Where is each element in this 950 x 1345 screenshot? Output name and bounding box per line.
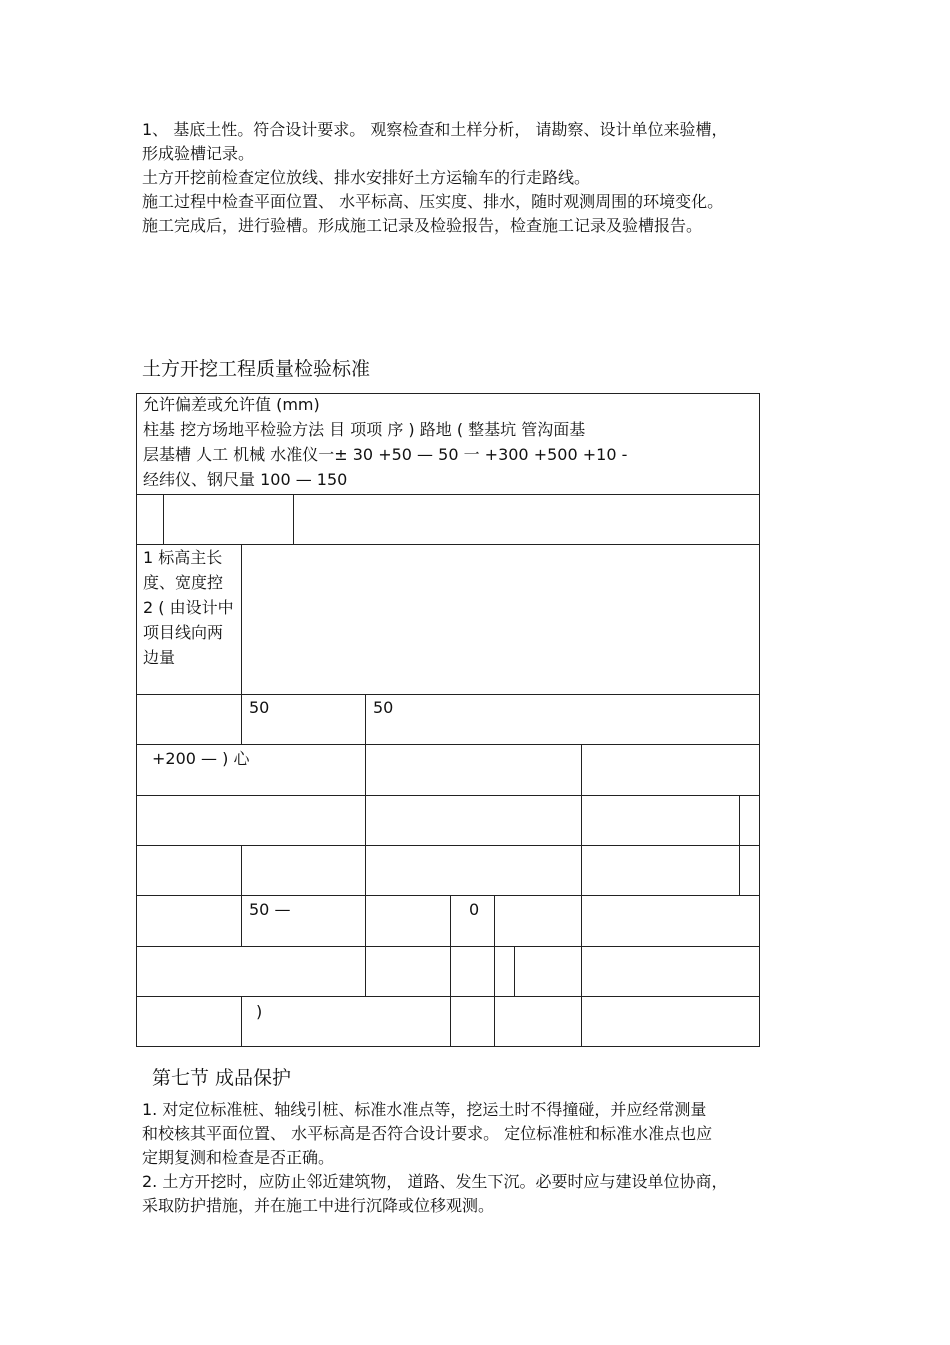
row-line [136,744,760,745]
col-line [581,946,582,996]
col-line [581,845,582,895]
col-line [739,845,740,895]
col-line [365,946,366,996]
col-line [365,795,366,845]
col-line [494,946,495,996]
col-line [241,845,242,895]
table-cell-item-label: 1 标高主长度、宽度控 2 ( 由设计中项目线向两边量 [143,548,234,667]
table-cell: +200 — ) 心 [152,749,250,768]
protection-line: 1. 对定位标准桩、轴线引桩、标准水准点等，挖运土时不得撞碰，并应经常测量 [142,1100,707,1119]
table-cell: ) [256,1002,263,1021]
protection-line: 定期复测和检查是否正确。 [142,1148,335,1167]
col-line [494,996,495,1046]
col-line [739,795,740,845]
table-cell: 50 [249,698,270,717]
table-header-line: 柱基 挖方场地平检验方法 目 项项 序 ) 路地 ( 整基坑 管沟面基 [143,420,586,439]
intro-paragraph [142,118,802,238]
table-header-line: 经纬仪、钢尺量 100 — 150 [143,470,348,489]
intro-line: 形成验槽记录。 [142,144,255,163]
intro-line: 1、 基底土性。符合设计要求。 观察检查和土样分析， 请勘察、设计单位来验槽， [142,120,728,139]
row-line [136,895,760,896]
quality-standard-table [136,393,760,1047]
row-line [136,845,760,846]
col-line [581,795,582,845]
col-line [241,996,242,1046]
col-line [494,895,495,946]
intro-line: 施工过程中检查平面位置、 水平标高、压实度、排水，随时观测周围的环境变化。 [142,192,724,211]
table-cell: 50 — [249,900,291,919]
row-line [136,494,760,495]
table-border-left [136,393,137,1047]
col-line [450,946,451,996]
col-line [241,544,242,694]
row-line [136,694,760,695]
col-line [365,744,366,795]
col-line [241,895,242,946]
col-line [365,895,366,946]
col-line [581,744,582,795]
col-line [450,895,451,946]
table-header-line: 层基槽 人工 机械 水准仪一± 30 +50 — 50 一 +300 +500 +10 - [143,445,628,464]
section-title: 第七节 成品保护 [152,1067,292,1089]
protection-line: 和校核其平面位置、 水平标高是否符合设计要求。 定位标准桩和标准水准点也应 [142,1124,713,1143]
col-line [581,895,582,946]
col-line [581,996,582,1046]
intro-line: 施工完成后，进行验槽。形成施工记录及检验报告，检查施工记录及验槽报告。 [142,216,703,235]
col-line [365,694,366,744]
col-line [365,845,366,895]
intro-line: 土方开挖前检查定位放线、排水安排好土方运输车的行走路线。 [142,168,591,187]
table-border-bottom [136,1046,760,1047]
protection-line: 采取防护措施，并在施工中进行沉降或位移观测。 [142,1196,495,1215]
col-line [450,996,451,1046]
col-line [241,694,242,744]
protection-paragraph [142,1098,802,1218]
row-line [136,996,760,997]
table-border-right [759,393,760,1047]
row-line [136,946,760,947]
table-cell: 0 [469,900,480,919]
row-line [136,795,760,796]
col-line [163,494,164,544]
table-cell: 50 [373,698,394,717]
table-header-line: 允许偏差或允许值 (mm) [143,395,320,414]
protection-line: 2. 土方开挖时，应防止邻近建筑物， 道路、发生下沉。必要时应与建设单位协商， [142,1172,728,1191]
col-line [514,946,515,996]
table-title: 土方开挖工程质量检验标准 [142,358,371,380]
col-line [293,494,294,544]
